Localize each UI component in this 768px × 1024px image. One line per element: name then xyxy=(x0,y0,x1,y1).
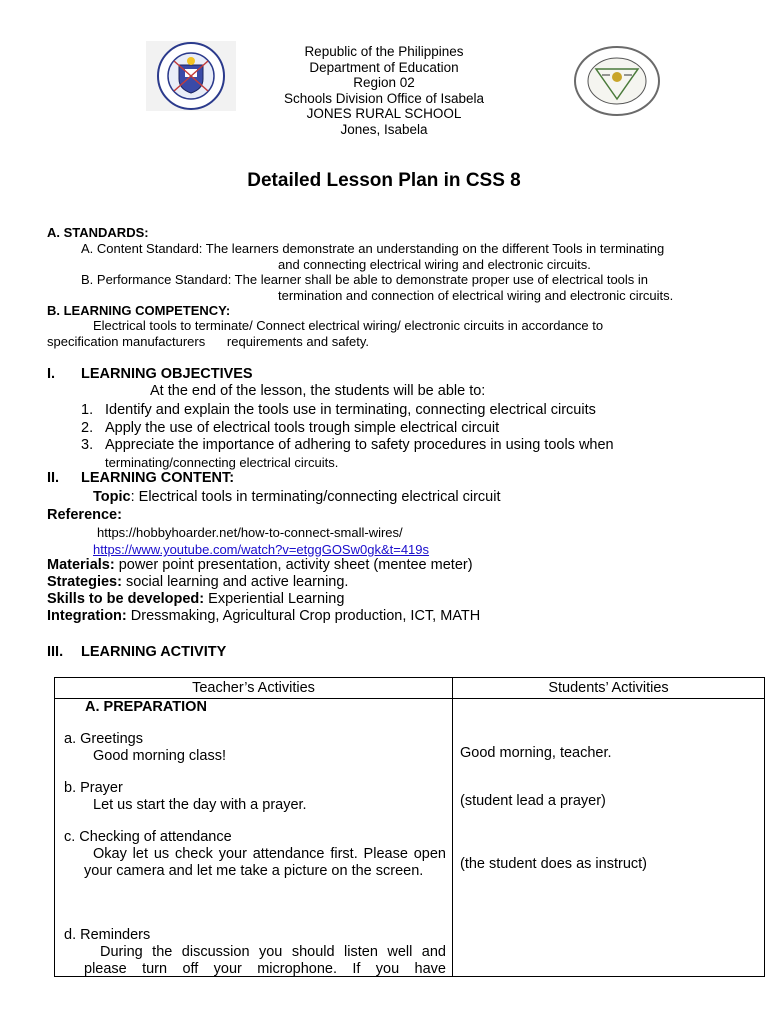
strategies-label: Strategies: xyxy=(47,574,122,590)
greetings-text: Good morning class! xyxy=(93,748,226,764)
letterhead-division: Schools Division Office of Isabela xyxy=(283,90,485,106)
activity-numeral: III. xyxy=(47,644,64,660)
activity-heading: LEARNING ACTIVITY xyxy=(81,644,227,660)
integration-label: Integration: xyxy=(47,608,127,624)
objective-text-3: Appreciate the importance of adhering to safety procedures in using tools when xyxy=(105,437,614,453)
materials-label: Materials: xyxy=(47,557,115,573)
letterhead-republic: Republic of the Philippines xyxy=(304,44,464,59)
strategies-line xyxy=(47,574,348,590)
performance-standard-line2: termination and connection of electrical wiring and electronic circuits. xyxy=(278,288,674,303)
letterhead xyxy=(0,44,768,137)
objective-text-1: Identify and explain the tools use in terminating, connecting electrical circuits xyxy=(105,402,596,418)
materials-line xyxy=(47,557,473,573)
skills-line xyxy=(47,591,344,607)
prayer-label: b. Prayer xyxy=(64,780,123,796)
prayer-response: (student lead a prayer) xyxy=(460,793,606,809)
reminders-label: d. Reminders xyxy=(64,927,151,943)
greetings-response: Good morning, teacher. xyxy=(460,745,612,761)
reference-link-2-anchor[interactable]: https://www.youtube.com/watch?v=etggGOSw0gk&t=419s xyxy=(93,542,430,557)
reference-link-2[interactable] xyxy=(93,542,429,557)
objective-text-2: Apply the use of electrical tools trough simple electrical circuit xyxy=(105,420,500,436)
letterhead-school: JONES RURAL SCHOOL xyxy=(306,106,462,121)
greetings-label: a. Greetings xyxy=(64,731,143,747)
objectives-numeral: I. xyxy=(47,366,56,382)
strategies-text: social learning and active learning. xyxy=(121,574,349,590)
standards-heading: A. STANDARDS: xyxy=(47,225,149,240)
reference-link-1[interactable]: https://hobbyhoarder.net/how-to-connect-small-wires/ xyxy=(97,525,403,540)
students-activities-cell xyxy=(453,699,765,977)
integration-line xyxy=(47,608,480,624)
content-heading: LEARNING CONTENT: xyxy=(81,470,235,486)
objective-num-3: 3. xyxy=(81,437,94,453)
letterhead-region: Region 02 xyxy=(353,75,415,90)
students-activities-header: Students’ Activities xyxy=(453,678,765,699)
competency-line1: Electrical tools to terminate/ Connect electrical wiring/ electronic circuits in accordance to xyxy=(93,318,604,333)
preparation-heading: A. PREPARATION xyxy=(85,699,207,715)
letterhead-location: Jones, Isabela xyxy=(340,121,428,137)
reference-label: Reference: xyxy=(47,507,122,523)
objective-num-1: 1. xyxy=(81,402,94,418)
learning-activity-table xyxy=(54,677,765,977)
topic-label: Topic xyxy=(93,489,131,505)
performance-standard-line1: B. Performance Standard: The learner shall be able to demonstrate proper use of electrical tools in xyxy=(81,272,649,287)
objectives-heading: LEARNING OBJECTIVES xyxy=(81,366,253,382)
document-title: Detailed Lesson Plan in CSS 8 xyxy=(247,170,521,191)
teacher-activities-cell xyxy=(55,699,453,977)
attendance-text: Okay let us check your attendance first. Please open your camera and let me take a picture on the screen. xyxy=(84,846,446,879)
content-numeral: II. xyxy=(47,470,60,486)
content-standard-line1: A. Content Standard: The learners demonstrate an understanding on the different Tools in terminating xyxy=(81,241,665,256)
skills-text: Experiential Learning xyxy=(204,591,345,607)
attendance-response: (the student does as instruct) xyxy=(460,856,647,872)
competency-heading: B. LEARNING COMPETENCY: xyxy=(47,303,231,318)
competency-line2: specification manufacturers requirements and safety. xyxy=(47,334,370,349)
objective-num-2: 2. xyxy=(81,420,94,436)
content-standard-line2: and connecting electrical wiring and electronic circuits. xyxy=(278,257,591,272)
topic-text: : Electrical tools in terminating/connecting electrical circuit xyxy=(130,489,501,505)
teacher-activities-header: Teacher’s Activities xyxy=(55,678,453,699)
prayer-text: Let us start the day with a prayer. xyxy=(93,797,307,813)
objectives-intro: At the end of the lesson, the students will be able to: xyxy=(150,383,486,399)
integration-text: Dressmaking, Agricultural Crop production, ICT, MATH xyxy=(126,608,481,624)
letterhead-department: Department of Education xyxy=(309,59,459,75)
topic-line xyxy=(93,489,501,505)
objective-text-3-cont: terminating/connecting electrical circuits. xyxy=(105,455,339,470)
materials-text: power point presentation, activity sheet (mentee meter) xyxy=(114,557,473,573)
attendance-label: c. Checking of attendance xyxy=(64,829,232,845)
reminders-text: During the discussion you should listen well and please turn off your microphone. If you have xyxy=(84,944,446,977)
skills-label: Skills to be developed: xyxy=(47,591,205,607)
